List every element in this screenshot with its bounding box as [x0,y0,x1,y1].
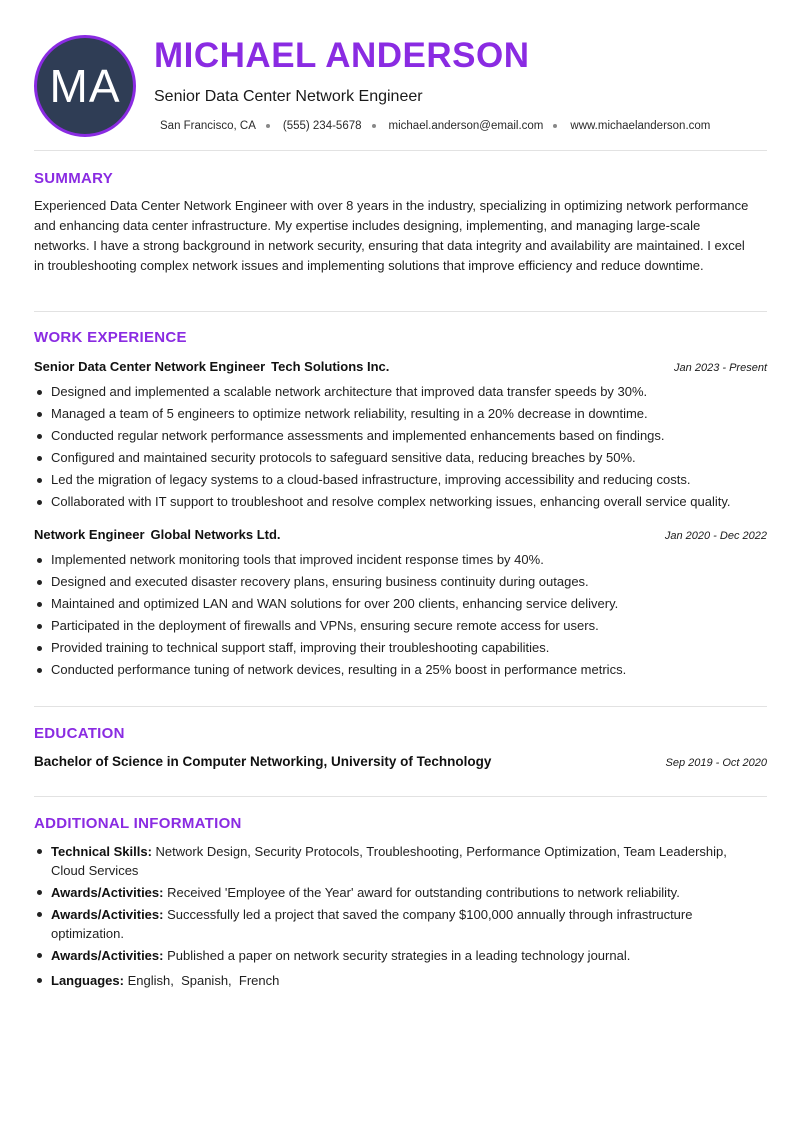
candidate-name: MICHAEL ANDERSON [154,36,530,75]
contact-website[interactable]: www.michaelanderson.com [570,120,711,132]
list-item: Provided training to technical support staff, improving their troubleshooting capabilities. [34,637,767,659]
separator-dot [372,124,376,128]
avatar [34,35,136,137]
list-item: Managed a team of 5 engineers to optimize network reliability, resulting in a 20% decrease in downtime. [34,403,767,425]
item-text: Received 'Employee of the Year' award for outstanding contributions to network reliability. [167,885,680,900]
contact-phone[interactable]: (555) 234-5678 [282,120,362,132]
job-date: Jan 2023 - Present [674,362,767,374]
job-bullets [34,549,767,681]
list-item: Designed and implemented a scalable network architecture that improved data transfer speeds by 30%. [34,381,767,403]
list-item [34,905,754,943]
list-item: Configured and maintained security protocols to safeguard sensitive data, reducing breaches by 50%. [34,447,767,469]
education-heading: EDUCATION [34,725,125,742]
list-item: Designed and executed disaster recovery plans, ensuring business continuity during outages. [34,571,767,593]
separator-dot [553,124,557,128]
section-divider [34,796,767,797]
additional-list [34,842,754,993]
list-item [34,883,754,902]
contact-email[interactable]: michael.anderson@email.com [388,120,544,132]
job-header [34,359,767,374]
item-text: English, Spanish, French [127,973,280,988]
item-text: Successfully led a project that saved the company $100,000 annually through infrastructure optimization. [51,907,693,941]
experience-heading: WORK EXPERIENCE [34,329,187,346]
list-item: Collaborated with IT support to troubleshoot and resolve complex networking issues, enhancing overall service quality. [34,491,767,513]
section-divider [34,150,767,151]
item-label: Awards/Activities: [51,948,164,963]
summary-heading: SUMMARY [34,170,114,187]
list-item: Conducted performance tuning of network devices, resulting in a 25% boost in performance metrics. [34,659,767,681]
job-company: Tech Solutions Inc. [271,359,390,374]
item-label: Technical Skills: [51,844,152,859]
item-text: Network Design, Security Protocols, Troubleshooting, Performance Optimization, Team Leadership, Cloud Services [51,844,727,878]
contact-bar [160,120,710,132]
section-divider [34,706,767,707]
additional-heading: ADDITIONAL INFORMATION [34,815,242,832]
avatar-initials: MA [49,60,121,112]
education-entry [34,754,767,769]
item-text: Published a paper on network security strategies in a leading technology journal. [167,948,631,963]
list-item: Led the migration of legacy systems to a cloud-based infrastructure, improving accessibility and reducing costs. [34,469,767,491]
job-date: Jan 2020 - Dec 2022 [664,530,767,542]
job-bullets [34,381,767,513]
item-label: Awards/Activities: [51,907,164,922]
list-item: Maintained and optimized LAN and WAN solutions for over 200 clients, enhancing service delivery. [34,593,767,615]
list-item [34,842,754,880]
contact-location: San Francisco, CA [160,120,256,132]
job-title: Network Engineer [34,527,145,542]
list-item: Implemented network monitoring tools that improved incident response times by 40%. [34,549,767,571]
job-title-line [34,527,281,542]
separator-dot [266,124,270,128]
degree-title: Bachelor of Science in Computer Networking, University of Technology [34,754,492,769]
section-divider [34,311,767,312]
job-header [34,527,767,542]
list-item [34,971,754,990]
summary-text: Experienced Data Center Network Engineer with over 8 years in the industry, specializing in optimizing network performance and enhancing data center infrastructure. My expertise includes designing, implementing, and managing large-scale networks. I have a strong background in network security, ensuring that data integrity and availability are maintained. I excel in troubleshooting complex network issues and implementing solutions that improve efficiency and reduce downtime. [34,198,749,273]
item-label: Languages: [51,973,124,988]
list-item: Conducted regular network performance assessments and implemented enhancements based on findings. [34,425,767,447]
candidate-role: Senior Data Center Network Engineer [154,88,423,105]
job-title-line [34,359,389,374]
education-date: Sep 2019 - Oct 2020 [665,757,767,769]
job-title: Senior Data Center Network Engineer [34,359,266,374]
list-item [34,946,754,965]
item-label: Awards/Activities: [51,885,164,900]
job-company: Global Networks Ltd. [150,527,281,542]
list-item: Participated in the deployment of firewalls and VPNs, ensuring secure remote access for users. [34,615,767,637]
